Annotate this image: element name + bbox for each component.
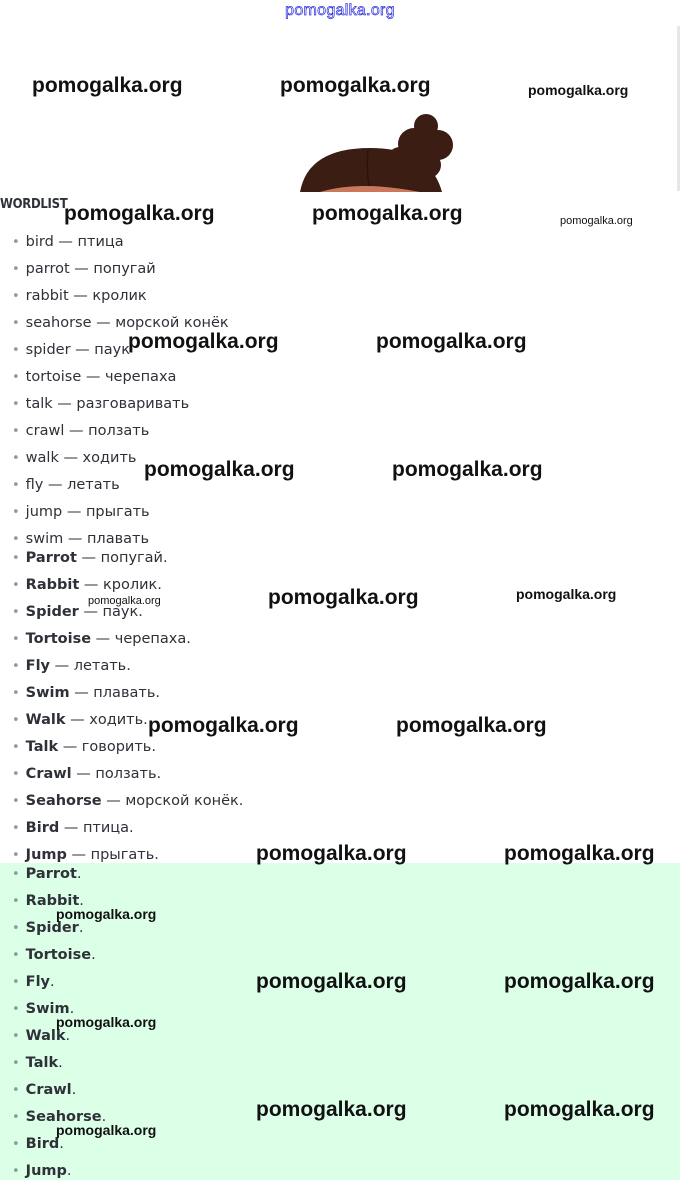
word-pair: spider — паук [25,342,130,358]
list-item [12,449,136,468]
watermark: pomogalka.org [528,82,629,98]
watermark: pomogalka.org [64,202,215,225]
list-item [12,287,147,306]
word-translation: . [91,947,96,963]
list-item [12,503,150,522]
site-logo[interactable]: pomogalka.org [285,2,395,19]
list-item [12,684,160,703]
list-item [12,576,162,595]
list-item [12,530,149,549]
watermark: pomogalka.org [280,74,431,97]
word-translation: . [65,1028,71,1044]
word-translation: . [58,1055,63,1071]
list-item [12,1162,72,1181]
list-item [12,765,161,784]
watermark: pomogalka.org [56,1014,157,1030]
word-pair: jump — прыгать [25,504,150,520]
word-translation: — летать. [50,658,131,674]
word: Rabbit [25,577,80,593]
word: Rabbit [25,893,80,909]
word-translation: . [79,893,84,909]
watermark: pomogalka.org [560,215,633,227]
word-translation: — птица. [59,820,134,836]
list-item [12,260,156,279]
list-item [12,341,130,360]
watermark: pomogalka.org [376,330,527,353]
word: Jump [25,1163,67,1179]
list-item [12,630,191,649]
watermark: pomogalka.org [396,714,547,737]
word-pair: walk — ходить [25,450,137,466]
word-translation: . [50,974,55,990]
list-item [12,657,131,676]
list-item [12,946,96,965]
list-item [12,233,124,252]
word: Jump [25,847,67,863]
word: Fly [25,658,50,674]
watermark: pomogalka.org [88,595,161,607]
list-item [12,1081,76,1100]
watermark: pomogalka.org [128,330,279,353]
watermark: pomogalka.org [312,202,463,225]
watermark: pomogalka.org [144,458,295,481]
wordlist-title: WORDLIST [0,197,68,212]
word-translation: . [66,1163,72,1179]
word-translation: . [71,1082,77,1098]
watermark: pomogalka.org [56,1122,157,1138]
word-translation: — попугай. [76,550,168,566]
word-translation: . [76,866,82,882]
word: Bird [25,1136,60,1152]
word-pair: bird — птица [25,234,124,250]
word: Crawl [25,1082,72,1098]
word: Parrot [25,866,77,882]
list-item [12,1054,63,1073]
word: Crawl [25,766,72,782]
word: Tortoise [25,947,92,963]
watermark: pomogalka.org [256,842,407,865]
watermark: pomogalka.org [504,842,655,865]
watermark: pomogalka.org [56,906,157,922]
watermark: pomogalka.org [268,586,419,609]
word: Talk [25,739,59,755]
word: Fly [25,974,50,990]
list-item [12,711,148,730]
girl-illustration [300,110,460,192]
word-translation: — паук. [78,604,143,620]
word-translation: . [69,1001,75,1017]
word: Swim [25,685,70,701]
word-translation: — говорить. [58,739,156,755]
watermark: pomogalka.org [256,970,407,993]
watermark: pomogalka.org [504,1098,655,1121]
word-pair: talk — разговаривать [25,396,190,412]
word-pair: swim — плавать [25,531,150,547]
word-pair: rabbit — кролик [25,288,147,304]
word: Spider [25,604,79,620]
word-translation: — прыгать. [66,847,159,863]
list-item [12,973,55,992]
word: Walk [25,1028,66,1044]
watermark: pomogalka.org [516,586,617,602]
word: Talk [25,1055,59,1071]
word: Swim [25,1001,70,1017]
list-item [12,368,176,387]
watermark: pomogalka.org [256,1098,407,1121]
word: Seahorse [25,793,102,809]
word-translation: — ползать. [71,766,162,782]
word: Spider [25,920,79,936]
list-item [12,422,149,441]
word-translation: . [78,920,84,936]
word: Seahorse [25,1109,102,1125]
word-pair: fly — летать [25,477,120,493]
list-item [12,395,189,414]
word-pair: crawl — ползать [25,423,150,439]
word-translation: — плавать. [69,685,160,701]
watermark: pomogalka.org [504,970,655,993]
list-item [12,738,156,757]
word: Parrot [25,550,77,566]
word-translation: — черепаха. [91,631,191,647]
word: Walk [25,712,66,728]
watermark: pomogalka.org [392,458,543,481]
word: Bird [25,820,60,836]
word-pair: seahorse — морской конёк [25,315,229,331]
list-item [12,476,120,495]
word-pair: tortoise — черепаха [25,369,177,385]
word-translation: — кролик. [79,577,162,593]
word: Tortoise [25,631,92,647]
list-item [12,865,82,884]
word-translation: — морской конёк. [101,793,244,809]
list-item [12,549,168,568]
list-item [12,792,243,811]
word-translation: . [59,1136,64,1152]
watermark: pomogalka.org [32,74,183,97]
list-item [12,819,134,838]
word-translation: . [101,1109,107,1125]
watermark: pomogalka.org [148,714,299,737]
word-pair: parrot — попугай [25,261,156,277]
word-translation: — ходить. [65,712,148,728]
